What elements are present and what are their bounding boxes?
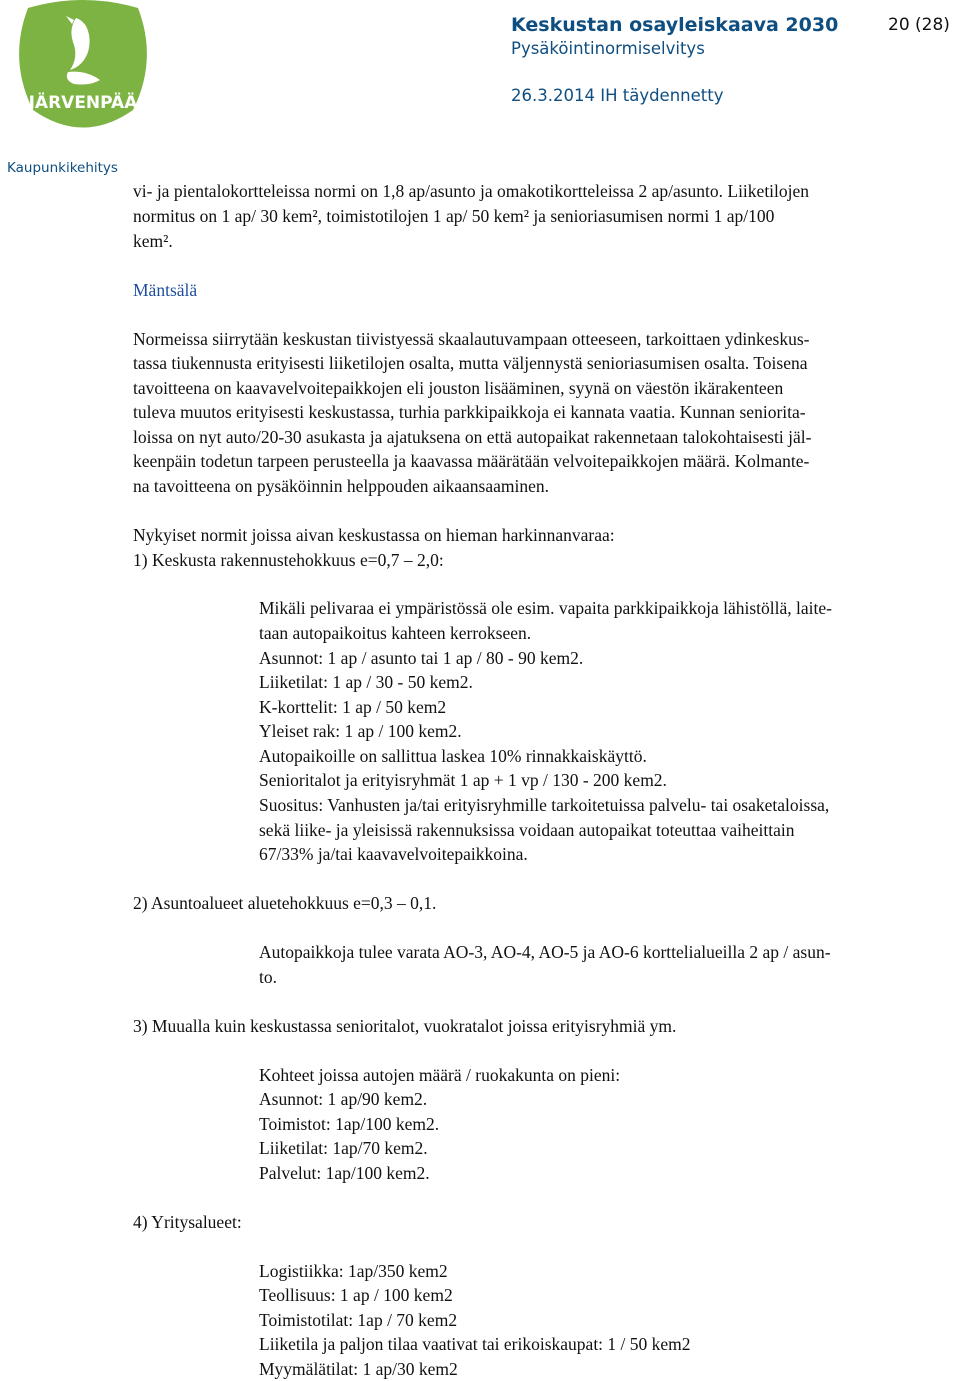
text-line: Myymälätilat: 1 ap/30 kem2 xyxy=(259,1359,458,1379)
text-line: Toimistotilat: 1ap / 70 kem2 xyxy=(259,1310,458,1330)
text-line: Autopaikkoja tulee varata AO-3, AO-4, AO-5 ja AO-6 korttelialueilla 2 ap / asun- xyxy=(259,942,831,962)
text-line: Asunnot: 1 ap/90 kem2. xyxy=(259,1089,428,1109)
document-subtitle: Pysäköintinormiselvitys xyxy=(511,39,705,58)
text-line: K-korttelit: 1 ap / 50 kem2 xyxy=(259,697,447,717)
text-line: Autopaikoille on sallittua laskea 10% rinnakkaiskäyttö. xyxy=(259,746,647,766)
text-line: loissa on nyt auto/20-30 asukasta ja ajatuksena on että autopaikat rakennetaan talokohtaisesti jäl- xyxy=(133,427,812,447)
text-line: Liiketilat: 1 ap / 30 - 50 kem2. xyxy=(259,672,473,692)
department-label: Kaupunkikehitys xyxy=(7,160,118,176)
text-line: Palvelut: 1ap/100 kem2. xyxy=(259,1163,430,1183)
document-date: 26.3.2014 IH täydennetty xyxy=(511,86,724,105)
text-line: Logistiikka: 1ap/350 kem2 xyxy=(259,1261,448,1281)
text-line: tavoitteena on kaavavelvoitepaikkojen eli jouston lisääminen, syynä on väestön ikärakenteen xyxy=(133,378,784,398)
text-line: taan autopaikoitus kahteen kerrokseen. xyxy=(259,623,532,643)
text-line: 1) Keskusta rakennustehokkuus e=0,7 – 2,0: xyxy=(133,550,444,570)
text-line: to. xyxy=(259,967,277,987)
document-title: Keskustan osayleiskaava 2030 xyxy=(511,14,839,36)
text-line: 3) Muualla kuin keskustassa senioritalot, vuokratalot joissa erityisryhmiä ym. xyxy=(133,1016,677,1036)
logo-text: JÄRVENPÄÄ xyxy=(28,93,138,113)
text-line: tuleva muutos erityisesti keskustassa, turhia parkkipaikkoja ei kannata vaatia. Kunnan seniorita- xyxy=(133,402,806,422)
text-line: sekä liike- ja yleisissä rakennuksissa voidaan autopaikat toteuttaa vaiheittain xyxy=(259,820,795,840)
text-line: Yleiset rak: 1 ap / 100 kem2. xyxy=(259,721,462,741)
text-line: Senioritalot ja erityisryhmät 1 ap + 1 vp / 130 - 200 kem2. xyxy=(259,770,667,790)
text-line: Mikäli pelivaraa ei ympäristössä ole esim. vapaita parkkipaikkoja lähistöllä, laite- xyxy=(259,598,832,618)
text-line: tassa tiukennusta erityisesti liiketilojen osalta, mutta väljennystä senioriasumisen osalta. Toisena xyxy=(133,353,808,373)
text-line: Normeissa siirrytään keskustan tiivistyessä skaalautuvampaan otteeseen, tarkoittaen ydinkeskus- xyxy=(133,329,810,349)
text-line: kem². xyxy=(133,231,173,251)
text-line: Nykyiset normit joissa aivan keskustassa on hieman harkinnanvaraa: xyxy=(133,525,615,545)
text-line: keenpäin todetun tarpeen perusteella ja kaavassa määrätään velvoitepaikkojen määrä. Kolmante- xyxy=(133,451,810,471)
text-line: Liiketilat: 1ap/70 kem2. xyxy=(259,1138,428,1158)
section-heading: Mäntsälä xyxy=(133,280,198,300)
text-line: Suositus: Vanhusten ja/tai erityisryhmille tarkoitetuissa palvelu- tai osaketaloissa, xyxy=(259,795,830,815)
text-line: Liiketila ja paljon tilaa vaativat tai erikoiskaupat: 1 / 50 kem2 xyxy=(259,1334,691,1354)
text-line: 2) Asuntoalueet aluetehokkuus e=0,3 – 0,1. xyxy=(133,893,437,913)
page-number: 20 (28) xyxy=(888,15,950,35)
jarvenpaa-logo xyxy=(8,0,158,140)
text-line: na tavoitteena on pysäköinnin helppouden aikaansaaminen. xyxy=(133,476,549,496)
text-line: 67/33% ja/tai kaavavelvoitepaikkoina. xyxy=(259,844,528,864)
text-line: normitus on 1 ap/ 30 kem², toimistotilojen 1 ap/ 50 kem² ja senioriasumisen normi 1 ap/100 xyxy=(133,206,775,226)
text-line: Kohteet joissa autojen määrä / ruokakunta on pieni: xyxy=(259,1065,621,1085)
text-line: 4) Yritysalueet: xyxy=(133,1212,242,1232)
text-line: vi- ja pientalokortteleissa normi on 1,8 ap/asunto ja omakotikortteleissa 2 ap/asunto. Liiketilojen xyxy=(133,181,810,201)
text-line: Asunnot: 1 ap / asunto tai 1 ap / 80 - 90 kem2. xyxy=(259,648,584,668)
text-line: Toimistot: 1ap/100 kem2. xyxy=(259,1114,440,1134)
text-line: Teollisuus: 1 ap / 100 kem2 xyxy=(259,1285,453,1305)
